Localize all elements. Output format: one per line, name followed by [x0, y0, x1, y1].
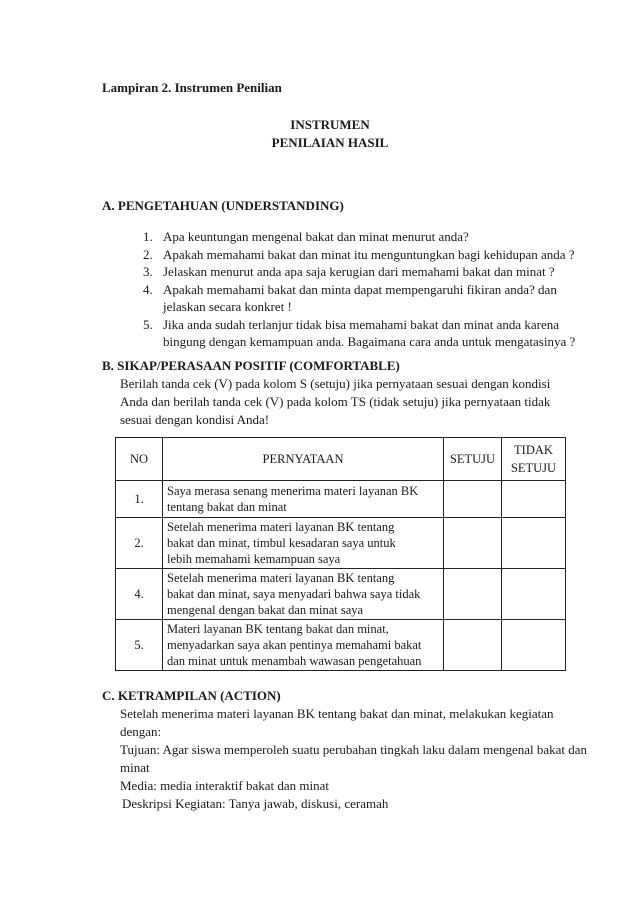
question-text-continued: jelaskan secara konkret ! — [163, 299, 292, 314]
question-text: Jika anda sudah terlanjur tidak bisa memahami bakat dan minat anda karena — [163, 316, 559, 332]
disagree-checkbox-cell[interactable] — [502, 481, 566, 518]
row-number: 5. — [116, 620, 163, 671]
statement-line: bakat dan minat, timbul kesadaran saya untuk — [167, 536, 396, 550]
question-text: Apa keuntungan mengenal bakat dan minat menurut anda? — [163, 229, 469, 244]
document-title-line-1: INSTRUMEN — [290, 117, 370, 132]
disagree-checkbox-cell[interactable] — [502, 569, 566, 620]
row-number: 4. — [116, 569, 163, 620]
column-header-agree: SETUJU — [444, 438, 502, 481]
question-number: 3. — [143, 264, 153, 279]
section-b-heading: B. SIKAP/PERASAAN POSITIF (COMFORTABLE) — [102, 358, 400, 373]
appendix-label: Lampiran 2. Instrumen Penilian — [102, 80, 282, 95]
question-number: 4. — [143, 281, 153, 297]
statement-line: Saya merasa senang menerima materi layanan BK — [167, 484, 419, 498]
question-number: 2. — [143, 246, 153, 262]
question-text: Jelaskan menurut anda apa saja kerugian dari memahami bakat dan minat ? — [163, 264, 555, 279]
statement-line: tentang bakat dan minat — [167, 500, 287, 514]
statement-line: mengenal dengan bakat dan minat saya — [167, 603, 364, 617]
statement-line: Materi layanan BK tentang bakat dan minat, — [167, 622, 389, 636]
column-header-disagree-line-2: SETUJU — [510, 461, 557, 475]
disagree-checkbox-cell[interactable] — [502, 518, 566, 569]
row-number: 1. — [116, 481, 163, 518]
column-header-disagree — [502, 438, 566, 481]
section-c-text: Setelah menerima materi layanan BK tentang bakat dan minat, melakukan kegiatan — [120, 706, 554, 721]
statement-cell — [163, 620, 444, 671]
section-b-instruction: Berilah tanda cek (V) pada kolom S (setuju) jika pernyataan sesuai dengan kondisi — [120, 376, 551, 391]
statement-line: Setelah menerima materi layanan BK tentang — [167, 520, 395, 534]
disagree-checkbox-cell[interactable] — [502, 620, 566, 671]
section-b-instruction: sesuai dengan kondisi Anda! — [120, 412, 270, 427]
section-c-text: minat — [120, 760, 150, 775]
agree-checkbox-cell[interactable] — [444, 620, 502, 671]
section-a-heading: A. PENGETAHUAN (UNDERSTANDING) — [102, 198, 344, 213]
table-row — [116, 518, 566, 569]
statement-line: menyadarkan saya akan pentinya memahami bakat — [167, 638, 422, 652]
section-b-instruction: Anda dan berilah tanda cek (V) pada kolom TS (tidak setuju) jika pernyataan tidak — [120, 394, 551, 409]
statement-cell — [163, 481, 444, 518]
section-c-text: dengan: — [120, 724, 162, 739]
question-text-continued: bingung dengan kemampuan anda. Bagaimana cara anda untuk mengatasinya ? — [163, 334, 576, 349]
question-text: Apakah memahami bakat dan minat itu menguntungkan bagi kehidupan anda ? — [163, 246, 575, 262]
question-text: Apakah memahami bakat dan minta dapat mempengaruhi fikiran anda? dan — [163, 281, 557, 297]
table-row — [116, 481, 566, 518]
row-number: 2. — [116, 518, 163, 569]
column-header-disagree-line-1: TIDAK — [514, 443, 553, 457]
document-title-line-2: PENILAIAN HASIL — [271, 135, 389, 150]
statement-line: dan minat untuk menambah wawasan pengetahuan — [167, 654, 422, 668]
section-c-text: Deskripsi Kegiatan: Tanya jawab, diskusi, ceramah — [122, 796, 389, 811]
table-row — [116, 620, 566, 671]
agree-checkbox-cell[interactable] — [444, 569, 502, 620]
table-header-row — [116, 438, 566, 481]
table-row — [116, 569, 566, 620]
statement-line: bakat dan minat, saya menyadari bahwa saya tidak — [167, 587, 421, 601]
agree-checkbox-cell[interactable] — [444, 518, 502, 569]
statement-line: lebih memahami kemampuan saya — [167, 552, 341, 566]
column-header-statement: PERNYATAAN — [163, 438, 444, 481]
question-number: 5. — [143, 316, 153, 332]
section-c-text: Media: media interaktif bakat dan minat — [120, 778, 330, 793]
column-header-no: NO — [116, 438, 163, 481]
section-c-heading: C. KETRAMPILAN (ACTION) — [102, 688, 281, 703]
agree-checkbox-cell[interactable] — [444, 481, 502, 518]
statement-line: Setelah menerima materi layanan BK tentang — [167, 571, 395, 585]
question-number: 1. — [143, 229, 153, 244]
attitude-table — [115, 437, 566, 671]
statement-cell — [163, 518, 444, 569]
statement-cell — [163, 569, 444, 620]
section-c-text: Tujuan: Agar siswa memperoleh suatu perubahan tingkah laku dalam mengenal bakat dan — [120, 742, 588, 757]
